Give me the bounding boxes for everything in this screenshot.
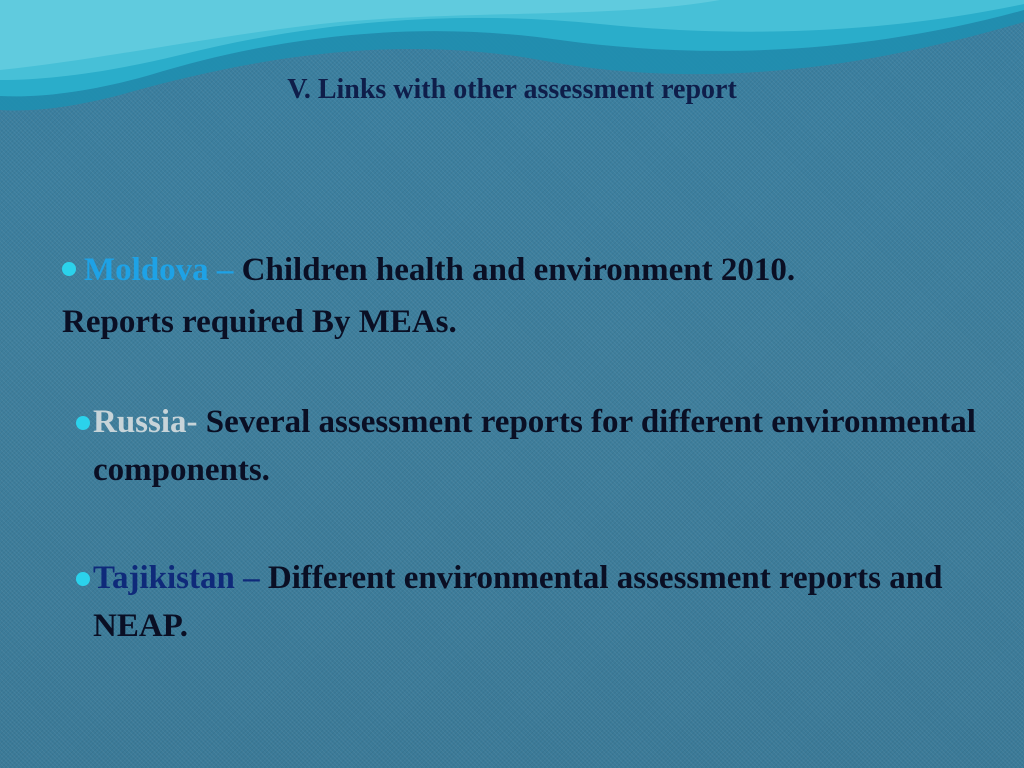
decorative-wave-header <box>0 0 1024 130</box>
list-item-russia <box>62 398 982 494</box>
country-moldova: Moldova – <box>84 252 242 288</box>
item-text: Children health and environment 2010. <box>241 252 796 288</box>
slide-title: V. Links with other assessment report <box>287 74 737 105</box>
list-item-moldova <box>62 246 982 294</box>
item-text: Several assessment reports for different environmental components. <box>93 404 976 488</box>
list-item-reports <box>62 298 982 346</box>
bullet-dot-icon <box>76 572 90 586</box>
bullet-dot-icon <box>76 416 90 430</box>
bullet-dot-icon <box>62 262 76 276</box>
item-text: Different environmental assessment reports and NEAP. <box>93 560 943 644</box>
country-russia: Russia- <box>93 404 206 440</box>
item-text: Reports required By MEAs. <box>62 304 457 340</box>
bullet-list <box>62 246 982 650</box>
country-tajikistan: Tajikistan – <box>93 560 268 596</box>
list-item-tajikistan <box>62 554 982 650</box>
